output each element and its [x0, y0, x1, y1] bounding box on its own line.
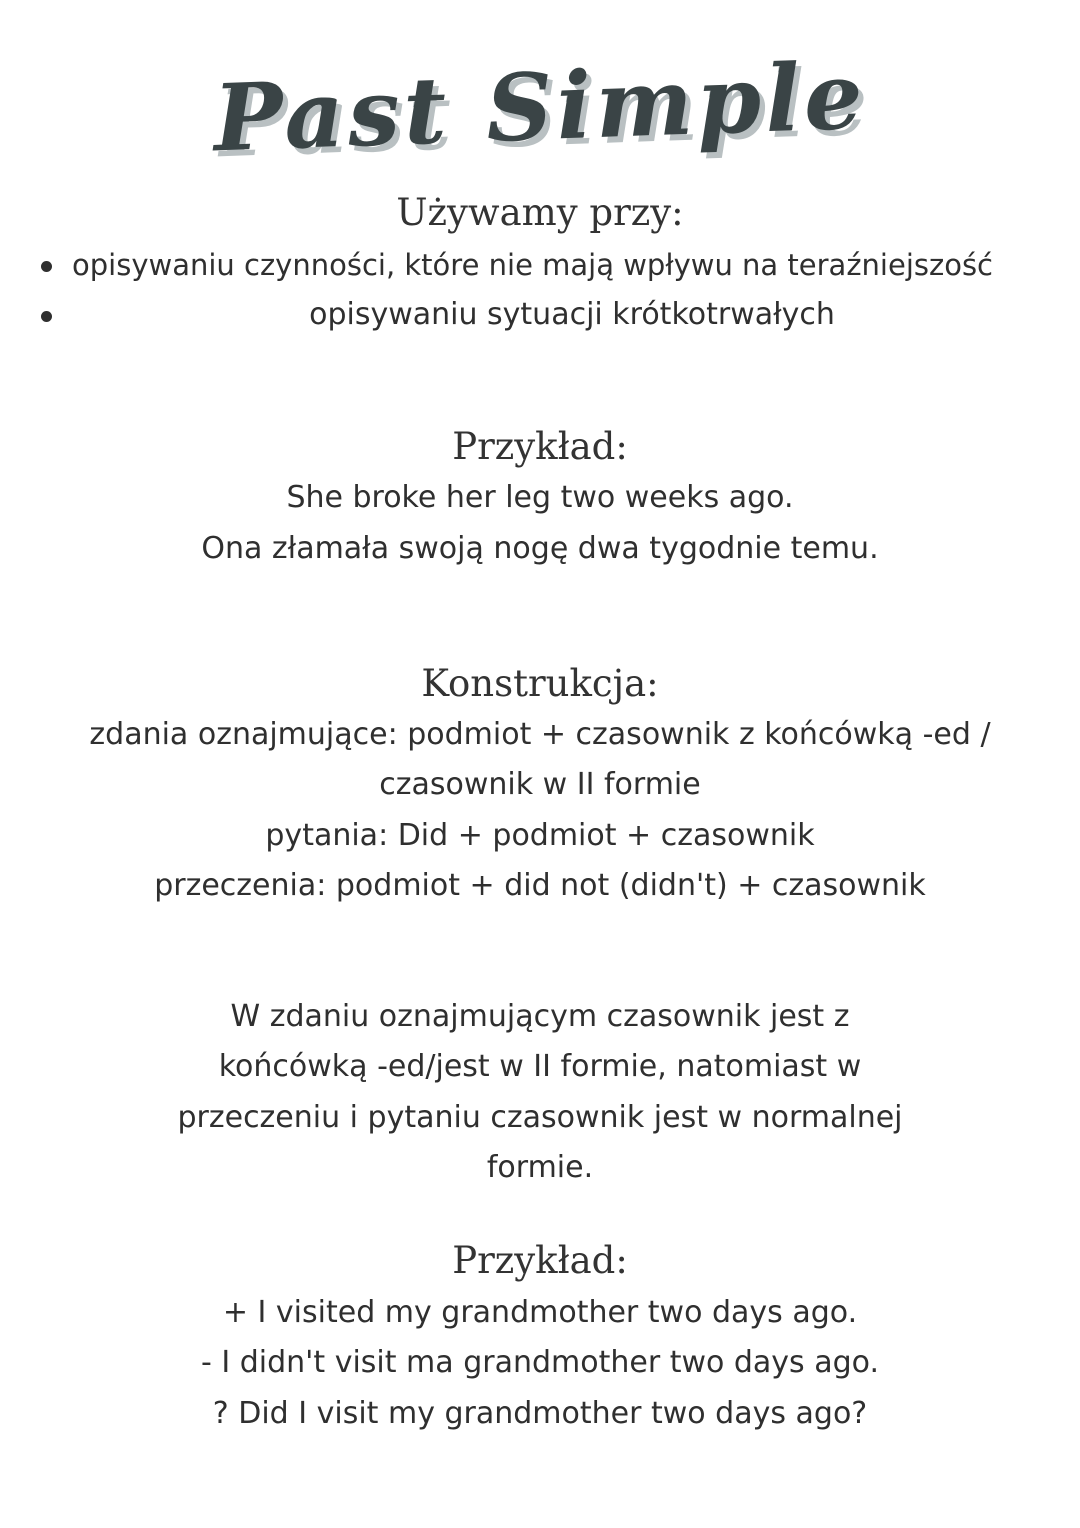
bullet-dot-icon	[41, 261, 52, 272]
construction-line: czasownik w II formie	[379, 767, 701, 802]
construction-heading: Konstrukcja:	[421, 662, 659, 705]
note-line: W zdaniu oznajmującym czasownik jest z	[230, 999, 850, 1034]
bullet-dot-icon	[41, 311, 52, 322]
example2-line: ? Did I visit my grandmother two days ago?	[212, 1396, 868, 1431]
example2-line: + I visited my grandmother two days ago.	[222, 1295, 858, 1330]
page-title: Past Simple	[211, 41, 869, 173]
note-line: końcówką -ed/jest w II formie, natomiast w	[218, 1049, 862, 1084]
construction-line: przeczenia: podmiot + did not (didn't) + czasownik	[154, 868, 926, 903]
note-line: przeczeniu i pytaniu czasownik jest w normalnej	[177, 1100, 903, 1135]
note-line: formie.	[486, 1150, 594, 1185]
usage-heading: Używamy przy:	[396, 191, 684, 234]
construction-line: zdania oznajmujące: podmiot + czasownik z końcówką -ed /	[89, 717, 991, 752]
example1-line: She broke her leg two weeks ago.	[286, 480, 794, 515]
usage-bullet-1: opisywaniu czynności, które nie mają wpływu na teraźniejszość	[72, 248, 994, 282]
usage-bullet-2: opisywaniu sytuacji krótkotrwałych	[309, 297, 835, 332]
example1-line: Ona złamała swoją nogę dwa tygodnie temu.	[201, 531, 879, 566]
example1-heading: Przykład:	[452, 425, 628, 468]
example2-line: - I didn't visit ma grandmother two days ago.	[200, 1345, 880, 1380]
construction-line: pytania: Did + podmiot + czasownik	[265, 818, 815, 853]
example2-heading: Przykład:	[452, 1239, 628, 1282]
